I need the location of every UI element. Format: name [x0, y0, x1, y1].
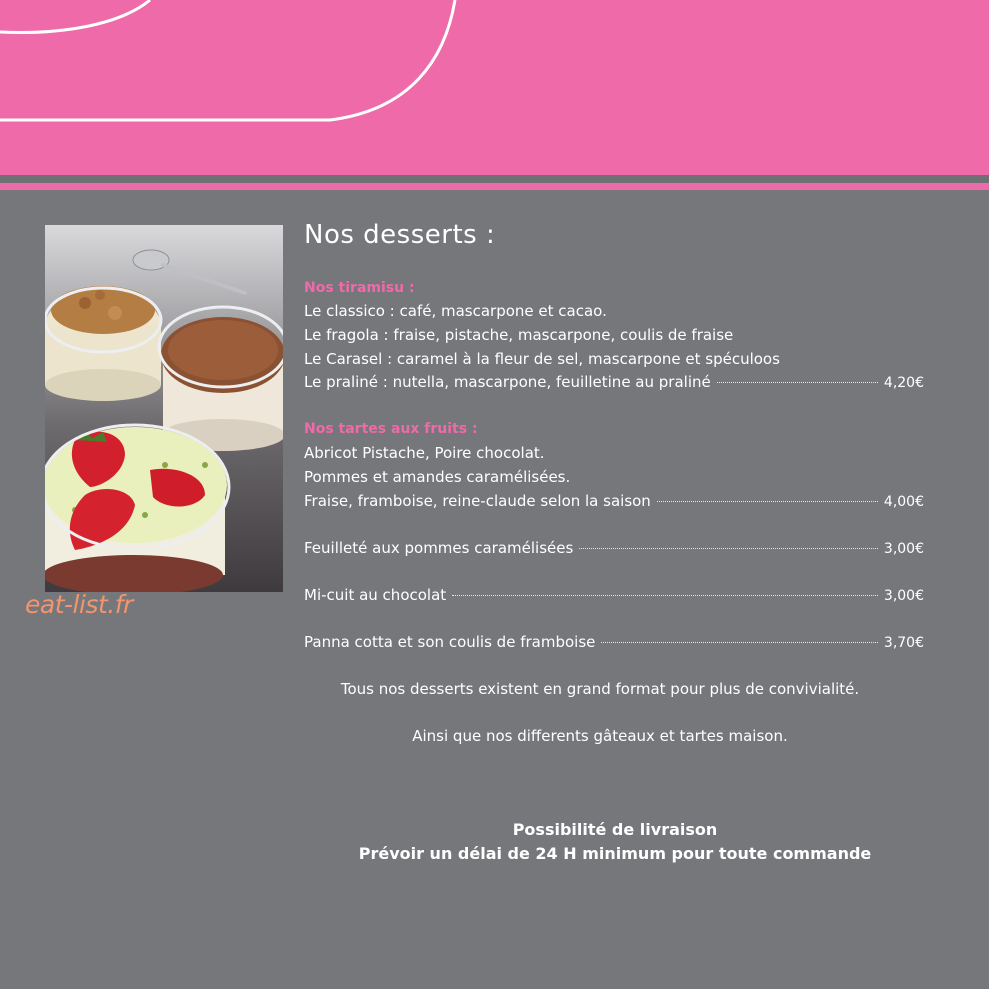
- menu-item-priced: [304, 373, 924, 391]
- menu-item-name: Fraise, framboise, reine-claude selon la saison: [304, 492, 651, 510]
- dessert-photo: [45, 225, 283, 592]
- menu-item-name: Feuilleté aux pommes caramélisées: [304, 539, 574, 557]
- menu-item: Abricot Pistache, Poire chocolat.: [304, 444, 545, 462]
- menu-item-name: Mi-cuit au chocolat: [304, 586, 447, 604]
- menu-item-price: 3,00€: [883, 541, 924, 557]
- menu-item-priced: [304, 539, 924, 557]
- delivery-line: Possibilité de livraison: [512, 820, 718, 839]
- menu-item-price: 4,20€: [883, 375, 924, 391]
- page-title: Nos desserts :: [304, 220, 496, 250]
- decorative-curve-icon: [0, 0, 989, 175]
- header-banner: [0, 0, 989, 175]
- menu-item-priced: [304, 633, 924, 651]
- dot-leader: [717, 382, 878, 383]
- watermark-text: eat-list.fr: [25, 590, 133, 619]
- dot-leader: [579, 548, 878, 549]
- dot-leader: [657, 501, 878, 502]
- menu-item-price: 4,00€: [883, 494, 924, 510]
- menu-item: Le fragola : fraise, pistache, mascarpone, coulis de fraise: [304, 326, 734, 344]
- menu-item-priced: [304, 492, 924, 510]
- menu-item-priced: [304, 586, 924, 604]
- menu-item: Pommes et amandes caramélisées.: [304, 468, 571, 486]
- delivery-line: Prévoir un délai de 24 H minimum pour toute commande: [358, 844, 872, 863]
- dot-leader: [452, 595, 878, 596]
- menu-item: Le Carasel : caramel à la fleur de sel, mascarpone et spéculoos: [304, 350, 780, 368]
- note-text: Tous nos desserts existent en grand format pour plus de convivialité.: [340, 680, 860, 698]
- menu-item-name: Panna cotta et son coulis de framboise: [304, 633, 596, 651]
- dot-leader: [601, 642, 878, 643]
- menu-item-price: 3,00€: [883, 588, 924, 604]
- menu-item-name: Le praliné : nutella, mascarpone, feuilletine au praliné: [304, 373, 711, 391]
- note-text: Ainsi que nos differents gâteaux et tartes maison.: [412, 727, 788, 745]
- menu-item-price: 3,70€: [883, 635, 924, 651]
- section-heading-tartes: Nos tartes aux fruits :: [304, 421, 478, 437]
- divider-gray: [0, 175, 989, 183]
- divider-pink: [0, 183, 989, 190]
- section-heading-tiramisu: Nos tiramisu :: [304, 280, 415, 296]
- menu-item: Le classico : café, mascarpone et cacao.: [304, 302, 607, 320]
